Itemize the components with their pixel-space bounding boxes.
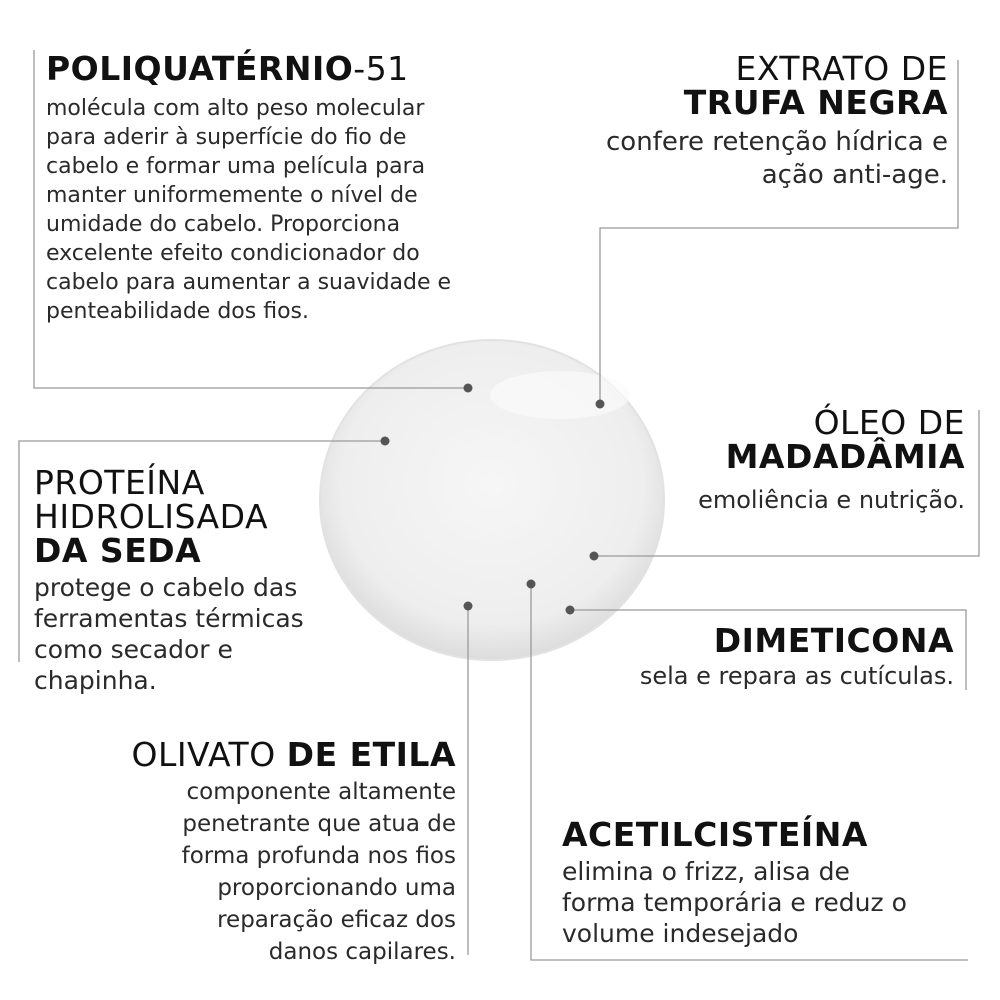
dot-trufa xyxy=(596,400,605,409)
dot-acetilcisteina xyxy=(527,580,536,589)
title-poliquaternio-bold: POLIQUATÉRNIO xyxy=(46,49,354,88)
title-poliquaternio xyxy=(46,49,466,88)
title-acetilcisteina-text: ACETILCISTEÍNA xyxy=(562,815,868,854)
title-dimeticona-text: DIMETICONA xyxy=(713,621,954,660)
desc-olivato: componente altamente penetrante que atua de forma profunda nos fios proporcionando uma reparação eficaz dos danos capilares. xyxy=(181,779,456,965)
dot-olivato xyxy=(464,602,473,611)
block-acetilcisteina xyxy=(562,815,952,949)
block-poliquaternio xyxy=(46,49,466,326)
desc-poliquaternio: molécula com alto peso molecular para aderir à superfície do fio de cabelo e formar uma película para manter uniformemente o nível de umidade do cabelo. Proporciona excelente efeito condicionador do cabelo para aumentar a suavidade e penteabilidade dos fios. xyxy=(46,96,452,324)
title-poliquaternio-light: -51 xyxy=(353,49,409,88)
title-proteina-light-1: PROTEÍNA xyxy=(34,463,205,502)
title-proteina-bold xyxy=(34,531,404,570)
title-macadamia-bold xyxy=(640,437,965,476)
title-dimeticona xyxy=(600,621,954,660)
block-macadamia xyxy=(640,403,965,515)
block-olivato xyxy=(100,735,456,968)
title-macadamia-light: ÓLEO DE xyxy=(813,403,965,442)
title-proteina-bold-text: DA SEDA xyxy=(34,531,202,570)
title-macadamia-bold-text: MADADÂMIA xyxy=(725,437,965,476)
title-olivato xyxy=(100,735,456,774)
dot-dimeticona xyxy=(566,606,575,615)
dot-macadamia xyxy=(590,552,599,561)
dot-proteina xyxy=(381,437,390,446)
title-olivato-bold: DE ETILA xyxy=(286,735,456,774)
block-proteina xyxy=(34,463,404,696)
title-proteina-light-2: HIDROLISADA xyxy=(34,497,269,536)
title-acetilcisteina xyxy=(562,815,952,854)
desc-macadamia: emoliência e nutrição. xyxy=(698,486,965,514)
block-trufa xyxy=(560,49,948,192)
desc-dimeticona: sela e repara as cutículas. xyxy=(639,662,954,690)
gel-droplet-highlight xyxy=(490,371,630,419)
title-trufa-bold xyxy=(560,83,948,122)
title-trufa-light: EXTRATO DE xyxy=(735,49,948,88)
desc-proteina: protege o cabelo das ferramentas térmicas como secador e chapinha. xyxy=(34,573,304,695)
title-trufa-bold-text: TRUFA NEGRA xyxy=(683,83,948,122)
desc-acetilcisteina: elimina o frizz, alisa de forma temporária e reduz o volume indesejado xyxy=(562,857,907,948)
desc-trufa: confere retenção hídrica e ação anti-age. xyxy=(606,127,948,190)
block-dimeticona xyxy=(600,621,954,691)
dot-poliquaternio xyxy=(464,384,473,393)
title-olivato-light: OLIVATO xyxy=(131,735,287,774)
